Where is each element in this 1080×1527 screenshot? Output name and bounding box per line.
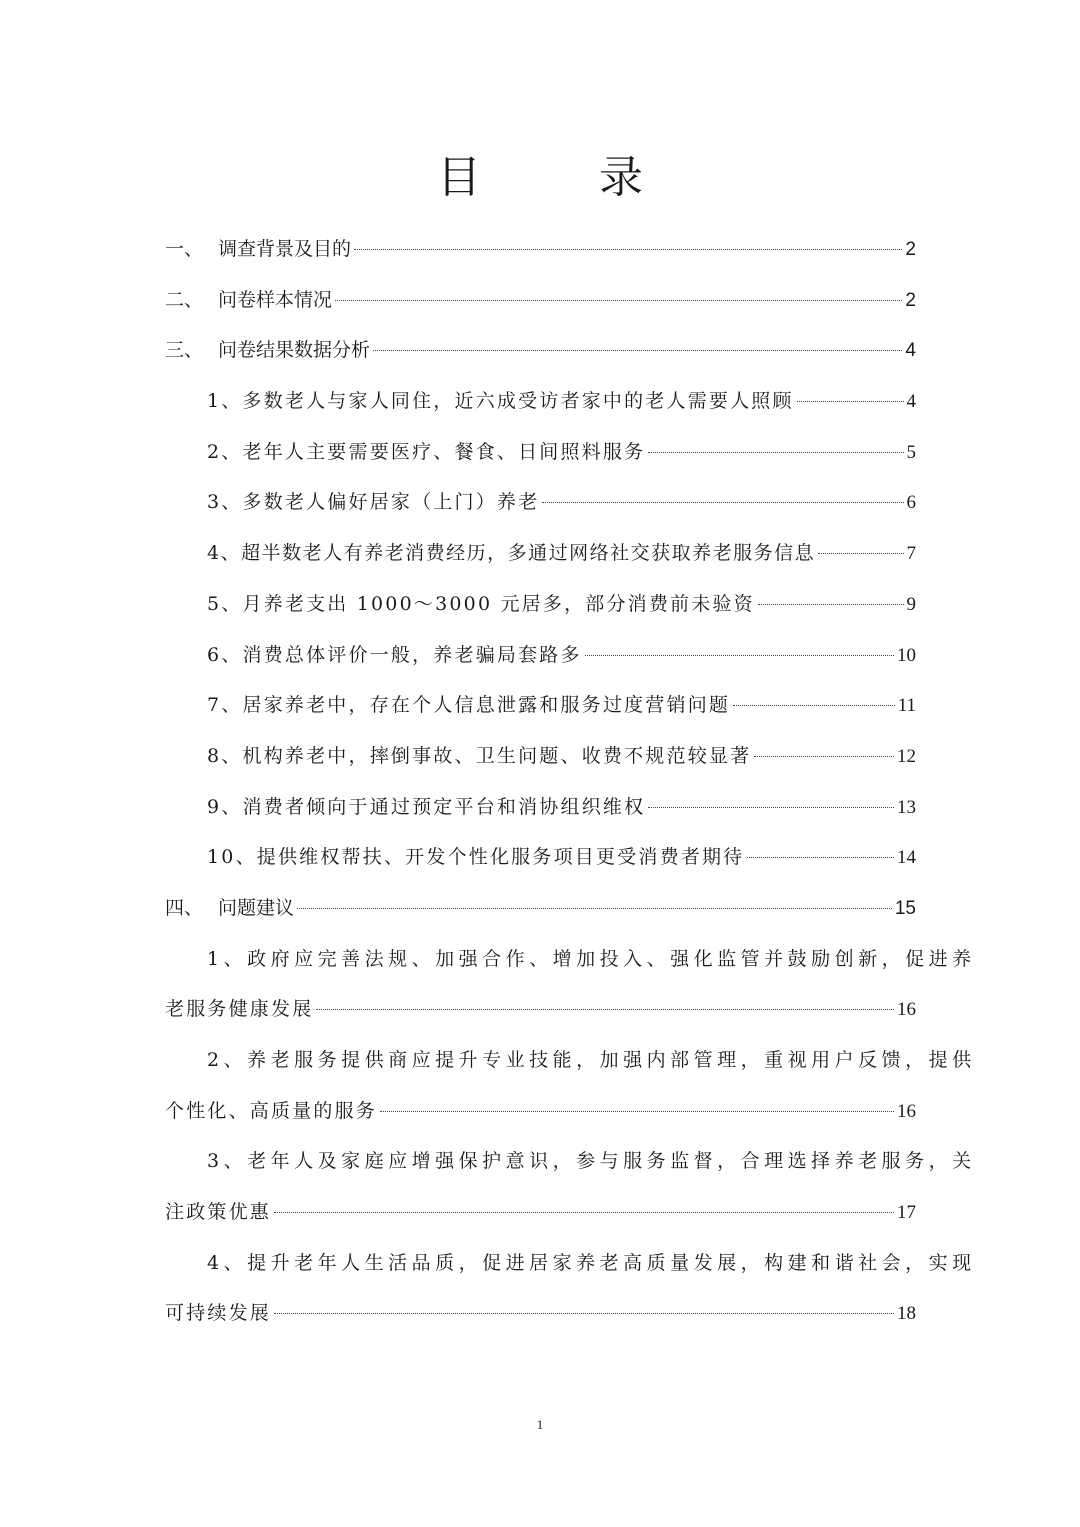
toc-page-number: 16 [897, 1100, 916, 1122]
toc-entry[interactable] [165, 477, 916, 528]
toc-entry-line-1[interactable] [165, 1136, 976, 1187]
toc-entry-title: 2、老年人主要需要医疗、餐食、日间照料服务 [207, 440, 646, 463]
toc-entry-title-continued: 可持续发展 [165, 1302, 272, 1325]
dot-leader [542, 502, 903, 503]
dot-leader [297, 908, 892, 909]
toc-page-number: 9 [906, 593, 916, 615]
toc-entry-title: 10、提供维权帮扶、开发个性化服务项目更受消费者期待 [207, 846, 745, 869]
toc-entry-title: 5、月养老支出 1000～3000 元居多，部分消费前未验资 [207, 592, 755, 615]
toc-entry-section-2[interactable] [165, 275, 916, 326]
toc-section-title: 调查背景及目的 [218, 238, 352, 260]
toc-page-number: 15 [894, 897, 916, 919]
dot-leader [648, 452, 903, 453]
toc-page-number: 17 [897, 1202, 916, 1224]
dot-leader [373, 350, 902, 351]
dot-leader [380, 1111, 894, 1112]
toc-entry-title: 3、老年人及家庭应增强保护意识，参与服务监督，合理选择养老服务，关 [207, 1150, 976, 1173]
toc-entry[interactable] [165, 782, 916, 833]
toc-entry[interactable] [165, 376, 916, 427]
toc-entry-title: 2、养老服务提供商应提升专业技能，加强内部管理，重视用户反馈，提供 [207, 1049, 976, 1071]
toc-entry-line-2[interactable] [165, 984, 916, 1035]
toc-entry[interactable] [165, 630, 916, 681]
toc-page-number: 14 [897, 847, 916, 869]
toc-entry[interactable] [165, 427, 916, 478]
toc-entry-line-2[interactable] [165, 1288, 916, 1339]
toc-section-number: 二、 [165, 288, 204, 311]
dot-leader [733, 705, 895, 706]
toc-page-number: 6 [906, 492, 916, 514]
dot-leader [274, 1212, 894, 1213]
toc-entry-title-continued: 老服务健康发展 [165, 998, 314, 1021]
dot-leader [274, 1313, 894, 1314]
toc-section-title: 问题建议 [218, 896, 295, 919]
toc-entry-title: 1、政府应完善法规、加强合作、增加投入、强化监管并鼓励创新，促进养 [207, 947, 976, 970]
toc-entry-title: 8、机构养老中，摔倒事故、卫生问题、收费不规范较显著 [207, 744, 752, 767]
toc-page-number: 16 [897, 999, 916, 1021]
toc-entry-line-2[interactable] [165, 1086, 916, 1137]
toc-entry-title: 3、多数老人偏好居家（上门）养老 [207, 491, 540, 514]
toc-page-number: 7 [906, 543, 916, 565]
dot-leader [797, 401, 904, 402]
page-footer-number: 1 [536, 1417, 544, 1432]
page-title: 目 录 [437, 152, 695, 203]
toc-entry-title: 9、消费者倾向于通过预定平台和消协组织维权 [207, 795, 646, 818]
toc-entry-title: 6、消费总体评价一般，养老骗局套路多 [207, 643, 582, 666]
dot-leader [818, 553, 903, 554]
toc-entry[interactable] [165, 731, 916, 782]
toc-entry-section-1[interactable] [165, 224, 916, 275]
toc-section-number: 一、 [165, 238, 204, 260]
toc-entry[interactable] [165, 832, 916, 883]
toc-entry-line-1[interactable] [165, 1035, 976, 1086]
dot-leader [335, 300, 902, 301]
toc-entry-title: 7、居家养老中，存在个人信息泄露和服务过度营销问题 [207, 694, 731, 717]
dot-leader [316, 1009, 894, 1010]
toc-section-number: 四、 [165, 896, 204, 919]
toc-section-number: 三、 [165, 339, 204, 362]
dot-leader [758, 604, 904, 605]
toc-section-title: 问卷结果数据分析 [218, 339, 371, 362]
toc-entry[interactable] [165, 528, 916, 579]
toc-section-title: 问卷样本情况 [218, 288, 333, 311]
toc-entry[interactable] [165, 680, 916, 731]
toc-entry-title: 4、提升老年人生活品质，促进居家养老高质量发展，构建和谐社会，实现 [207, 1251, 976, 1274]
table-of-contents [165, 224, 976, 1339]
toc-page-number: 5 [906, 441, 916, 463]
toc-page-number: 4 [905, 340, 916, 362]
toc-entry-section-3[interactable] [165, 325, 916, 376]
dot-leader [754, 756, 894, 757]
toc-page-number: 13 [897, 796, 916, 818]
toc-page-number: 2 [905, 289, 916, 311]
dot-leader [747, 857, 894, 858]
toc-page-number: 18 [897, 1303, 916, 1325]
toc-page-number: 10 [897, 644, 916, 666]
toc-entry-line-2[interactable] [165, 1187, 916, 1238]
toc-entry-title-continued: 注政策优惠 [165, 1201, 272, 1224]
toc-page-number: 4 [906, 391, 916, 413]
dot-leader [648, 807, 894, 808]
toc-entry-title-continued: 个性化、高质量的服务 [165, 1099, 378, 1122]
toc-entry-line-1[interactable] [165, 1238, 976, 1289]
dot-leader [354, 249, 902, 250]
toc-entry-section-4[interactable] [165, 883, 916, 934]
toc-page-number: 11 [897, 695, 916, 717]
toc-entry-title: 4、超半数老人有养老消费经历，多通过网络社交获取养老服务信息 [207, 542, 816, 565]
dot-leader [585, 655, 894, 656]
toc-entry-title: 1、多数老人与家人同住，近六成受访者家中的老人需要人照顾 [207, 390, 794, 413]
toc-entry[interactable] [165, 579, 916, 630]
toc-page-number: 2 [905, 239, 916, 260]
toc-entry-line-1[interactable] [165, 934, 976, 985]
toc-page-number: 12 [897, 745, 916, 767]
